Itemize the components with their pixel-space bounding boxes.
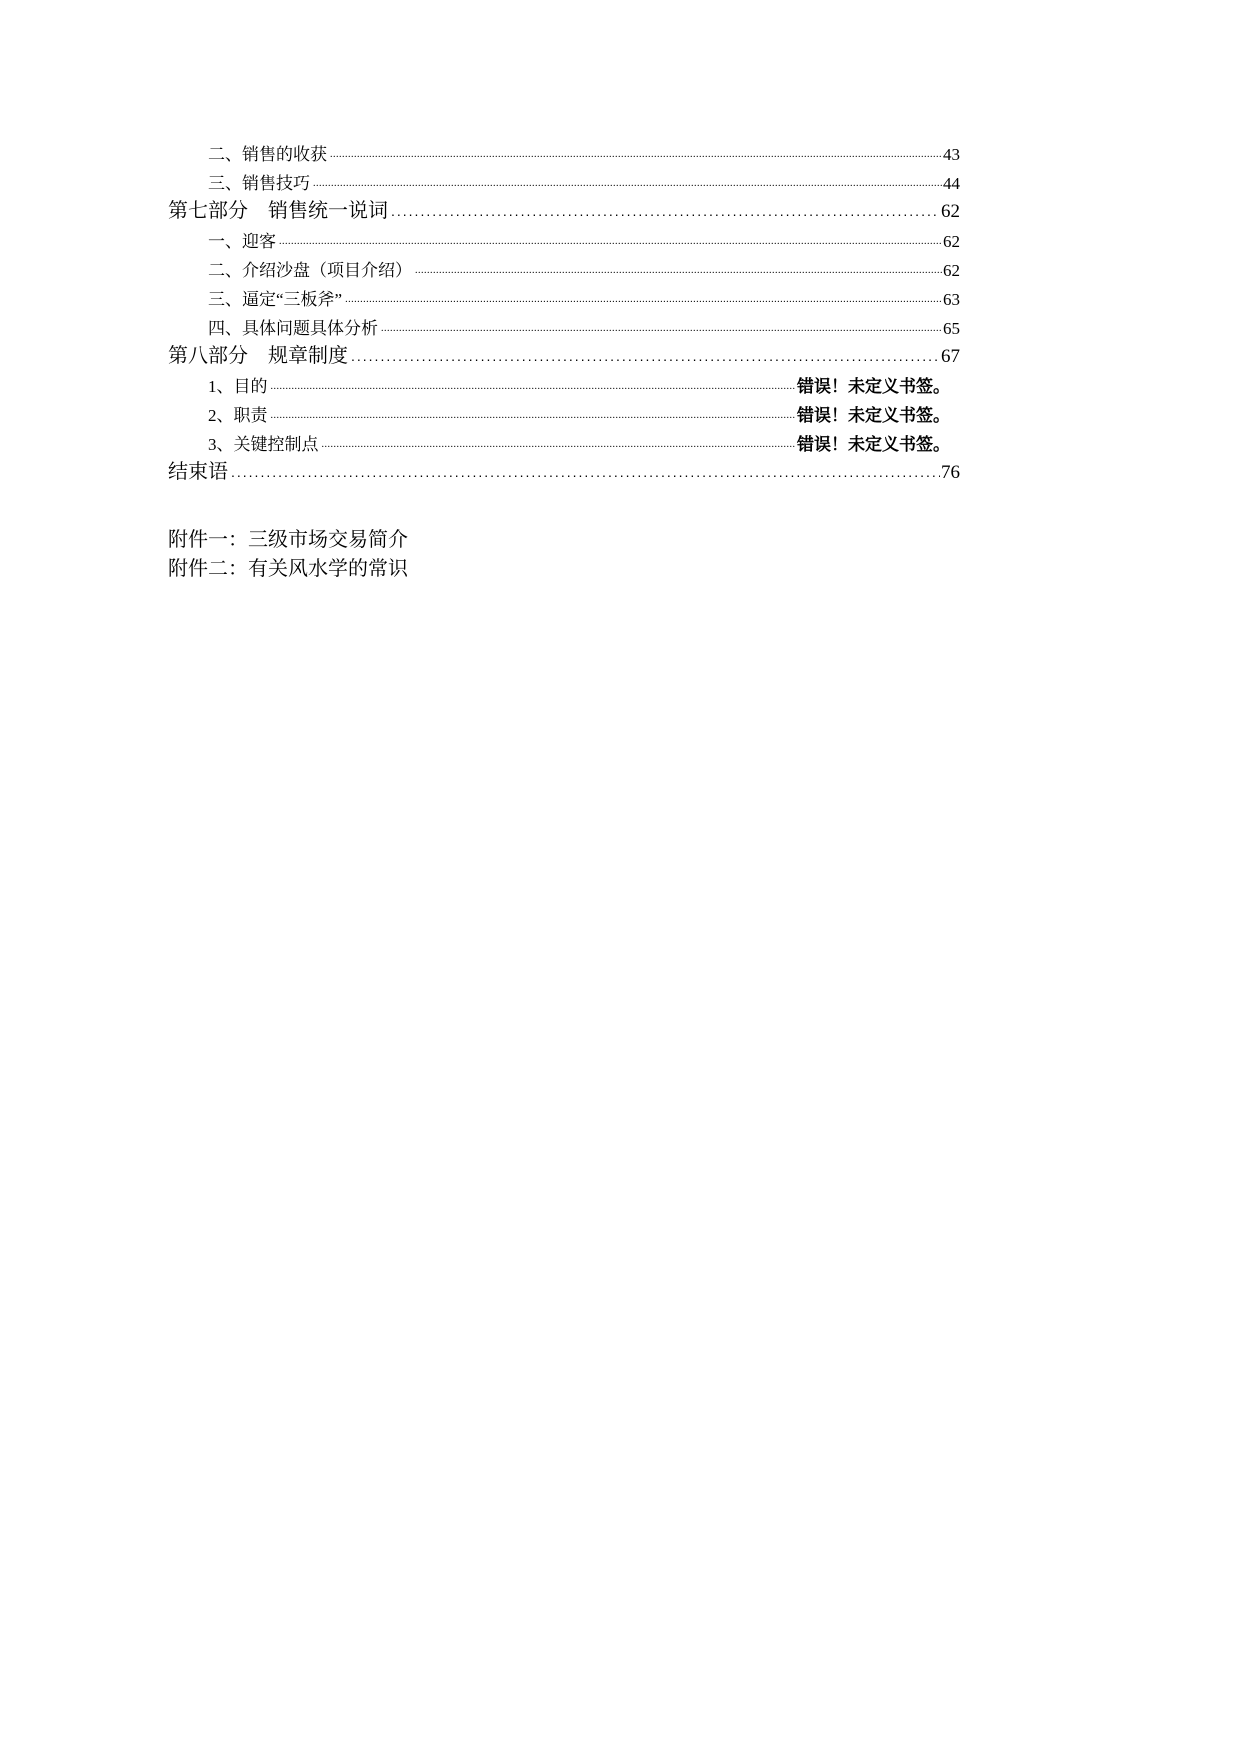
toc-entry[interactable]: [168, 397, 960, 426]
toc-page-number: 65: [943, 319, 960, 338]
table-of-contents: [168, 136, 960, 584]
toc-bookmark-error: 错误！未定义书签。: [797, 406, 950, 425]
toc-entry[interactable]: [168, 165, 960, 194]
toc-entry[interactable]: [168, 368, 960, 397]
toc-dot-leader: [330, 150, 942, 160]
toc-entry-title: 三、销售技巧: [208, 174, 310, 193]
toc-dot-leader: [279, 237, 942, 247]
toc-entry-title: 3、关键控制点: [208, 435, 319, 454]
toc-dot-leader: [345, 295, 942, 305]
toc-entry-title: 1、目的: [208, 377, 268, 396]
toc-section-entry[interactable]: [168, 455, 960, 484]
toc-bookmark-error: 错误！未定义书签。: [797, 435, 950, 454]
toc-entry[interactable]: [168, 310, 960, 339]
toc-entry-title: 2、职责: [208, 406, 268, 425]
toc-section-entry[interactable]: [168, 339, 960, 368]
toc-page-number: 63: [943, 290, 960, 309]
toc-entry[interactable]: [168, 223, 960, 252]
toc-dot-leader: [381, 324, 942, 334]
toc-page-number: 62: [943, 232, 960, 251]
toc-page-number: 76: [941, 462, 960, 483]
appendix-item: 附件二：有关风水学的常识: [168, 558, 408, 580]
toc-page-number: 62: [943, 261, 960, 280]
toc-entry-title: 二、销售的收获: [208, 145, 327, 164]
toc-section-entry[interactable]: [168, 194, 960, 223]
toc-entry[interactable]: [168, 136, 960, 165]
toc-section-title: 第八部分 规章制度: [168, 345, 348, 367]
toc-dot-leader: [313, 179, 942, 189]
toc-entry[interactable]: [168, 252, 960, 281]
toc-entry-title: 二、介绍沙盘（项目介绍）: [208, 261, 412, 280]
toc-page-number: 43: [943, 145, 960, 164]
toc-dot-leader: [271, 382, 797, 392]
toc-dot-leader: [271, 411, 797, 421]
toc-entry-title: 一、迎客: [208, 232, 276, 251]
toc-dot-leader: [351, 349, 940, 363]
toc-dot-leader: [322, 440, 797, 450]
spacer: [168, 484, 960, 526]
toc-entry[interactable]: [168, 281, 960, 310]
appendix-item: 附件一：三级市场交易简介: [168, 529, 408, 551]
toc-section-title: 第七部分 销售统一说词: [168, 200, 388, 222]
toc-entry[interactable]: [168, 426, 960, 455]
toc-entry-title: 四、具体问题具体分析: [208, 319, 378, 338]
toc-entry-title: 三、逼定“三板斧”: [208, 290, 343, 309]
toc-bookmark-error: 错误！未定义书签。: [797, 377, 950, 396]
toc-page-number: 44: [943, 174, 960, 193]
toc-dot-leader: [231, 465, 940, 479]
toc-dot-leader: [391, 204, 940, 218]
toc-page-number: 62: [941, 201, 960, 222]
toc-page-number: 67: [941, 346, 960, 367]
toc-section-title: 结束语: [168, 461, 228, 483]
toc-dot-leader: [415, 266, 942, 276]
